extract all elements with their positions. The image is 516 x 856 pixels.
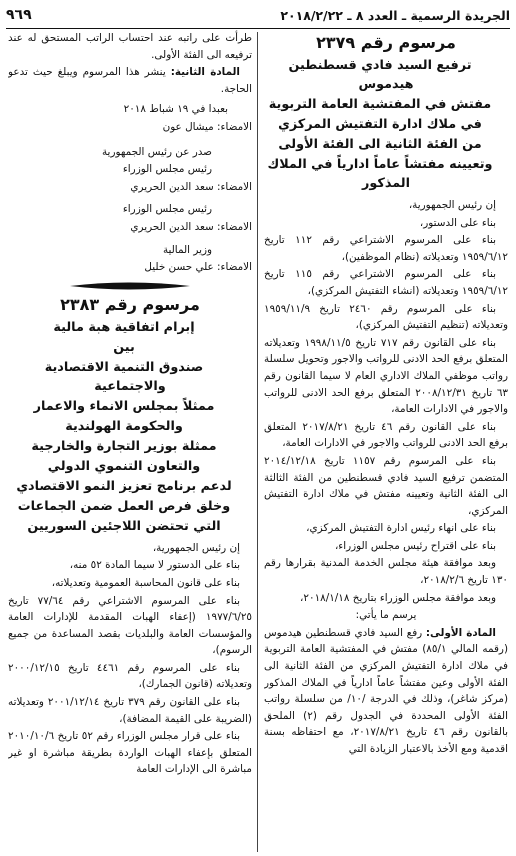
page-header	[6, 2, 510, 29]
article-one	[264, 625, 508, 758]
finance-minister-title: وزير المالية	[162, 243, 212, 256]
preamble-paragraph: بناء على المرسوم رقم ٢٤٦٠ تاريخ ١٩٥٩/١١/٩ وتعديلاته (تنظيم التفتيش المركزي)،	[264, 302, 508, 332]
decree-title-line: والتعاون التنموي الدولي	[47, 458, 201, 474]
decree-title-line: والحكومة الهولندية	[65, 418, 183, 434]
decree-title-line: ممثلاً بمجلس الانماء والاعمار	[33, 398, 215, 414]
decree-number-2383: مرسوم رقم ٢٣٨٣	[60, 294, 200, 314]
preamble-paragraph: بناء على القانون رقم ٤٦ تاريخ ٢٠١٧/٨/٢١ المتعلق برفع الحد الادنى للرواتب والاجور في الادارات العامة،	[264, 420, 508, 450]
preamble-paragraph: بناء على اقتراح رئيس مجلس الوزراء،	[334, 539, 496, 552]
preamble-paragraph: بناء على المرسوم الاشتراعي رقم ٧٧/٦٤ تاريخ ١٩٧٧/٦/٢٥ (إعفاء الهبات المقدمة للإدارات العامة والمؤسسات العامة والبلديات بقصد المساعدة من جميع الرسوم)،	[8, 594, 252, 657]
right-column	[264, 30, 508, 854]
preamble-paragraph: بناء على المرسوم رقم ١١٥٧ تاريخ ٢٠١٤/١٢/١٨ المتضمن ترفيع السيد فادي قسطنطين من الفئة الثالثة الى الفئة الثانية وتعيينه مفتش في ملاك ادارة التفتيش المركزي،	[264, 454, 508, 517]
signature-president: الامضاء: ميشال عون	[162, 120, 252, 133]
preamble-paragraph: بناء على المرسوم رقم ٤٤٦١ تاريخ ٢٠٠٠/١٢/١٥ وتعديلاته (قانون الجمارك)،	[8, 661, 252, 691]
gazette-title: الجريدة الرسمية ـ العدد ٨ ـ ٢٠١٨/٢/٢٢	[280, 7, 510, 23]
decree-title-line: بين	[113, 339, 135, 355]
page-number: ٩٦٩	[6, 7, 32, 23]
preamble-paragraph: وبعد موافقة مجلس الوزراء بتاريخ ٢٠١٨/١/١٨،	[300, 591, 496, 604]
decree-title-line: وتعيينه مفتشاً عاماً ادارياً في الملاك المذكور	[267, 157, 493, 191]
article-one-text: رفع السيد فادي قسطنطين هيدموس (رقمه المالي ٨٥/١) مفتش في المفتشية العامة التربوية في ملاك ادارة التفتيش المركزي من الفئة الثانية الى الفئة الأولى وعين مفتشاً عاماً ادارياً في الملاك المذكور (مركز شاغر)، وذلك في الدرجة /١٠/ من سلسلة رواتب الفئة الأولى المحددة في الجدول رقم (٢) الملحق بالقانون رقم ٤٦ تاريخ ٢٠١٧/٨/٢١، مع احتفاظه بسنة اقدمية ومع الأخذ بالاعتبار الزيادة التي	[264, 626, 508, 755]
separator-ornament-shape	[70, 282, 190, 290]
signature-finance: الامضاء: علي حسن خليل	[144, 261, 252, 274]
pm-title-2: رئيس مجلس الوزراء	[122, 203, 212, 216]
preamble-paragraph: بناء على القانون رقم ٣٧٩ تاريخ ٢٠٠١/١٢/١٤ وتعديلاته (الضريبة على القيمة المضافة)،	[8, 696, 252, 725]
preamble-paragraph: بناء على الدستور لا سيما المادة ٥٢ منه،	[69, 559, 240, 572]
preamble-paragraph: بناء على الدستور،	[419, 216, 496, 229]
separator-ornament	[70, 282, 190, 290]
decree-title-line: لدعم برنامج تعزيز النمو الاقتصادي	[16, 478, 232, 494]
decree-title-line: ممثلة بوزير التجارة والخارجية	[31, 438, 217, 454]
preamble-paragraph: بناء على قانون المحاسبة العمومية وتعديلاته،	[51, 576, 240, 589]
article-two	[8, 64, 252, 97]
issued-by: صدر عن رئيس الجمهورية	[101, 145, 212, 158]
preamble-paragraph: بناء على القانون رقم ٧١٧ تاريخ ١٩٩٨/١١/٥ وتعديلاته المتعلق برفع الحد الادنى للرواتب والاجور وتحويل سلسلة رواتب موظفي الملاك الاداري العام لا سيما القانون رقم ٦٣ تاريخ ٢٠٠٨/١٢/٣١ المتعلق برفع الحد الادنى للرواتب والاجور في الادارات العامة،	[264, 336, 508, 416]
decree-title-line: إبرام اتفاقية هبة مالية	[53, 319, 195, 335]
preamble-paragraph: بناء على المرسوم الاشتراعي رقم ١١٢ تاريخ ١٩٥٩/٦/١٢ وتعديلاته (نظام الموظفين)،	[264, 234, 508, 263]
preamble-paragraph: وبعد موافقة هيئة مجلس الخدمة المدنية بقرارها رقم ١٣٠ تاريخ ٢٠١٨/٢/٦،	[264, 557, 508, 587]
decree-formula: يرسم ما يأتي:	[355, 609, 417, 622]
pm-title: رئيس مجلس الوزراء	[122, 163, 212, 176]
decree-title-line: التي تحتضن اللاجئين السوريين	[27, 518, 221, 534]
signature-pm: الامضاء: سعد الدين الحريري	[130, 180, 252, 193]
signature-pm-2: الامضاء: سعد الدين الحريري	[130, 220, 252, 233]
decree-title-line: صندوق التنمية الاقتصادية والاجتماعية	[44, 359, 204, 394]
article-one-label: المادة الأولى:	[425, 626, 496, 639]
decree-title-line: ترفيع السيد فادي قسطنطين هيدموس	[288, 58, 472, 92]
date-line: بعبدا في ١٩ شباط ٢٠١٨	[123, 103, 228, 116]
article-two-text: ينشر هذا المرسوم ويبلغ حيث تدعو الحاجة.	[8, 66, 252, 95]
decree-title-line: مفتش في المفتشية العامة التربوية	[268, 97, 492, 112]
article-two-label: المادة الثانية:	[170, 66, 240, 79]
column-divider	[257, 32, 258, 852]
preamble-paragraph: بناء على قرار مجلس الوزراء رقم ٥٢ تاريخ ٢٠١٠/١٠/٦ المتعلق بإعفاء الهبات الواردة بطريقة مباشرة او غير مباشرة الى الإدارات العامة	[8, 730, 252, 776]
preamble-paragraph: إن رئيس الجمهورية،	[152, 541, 240, 554]
article-one-continuation: طرأت على راتبه عند احتساب الراتب المستحق له عند ترفيعه الى الفئة الأولى.	[8, 32, 252, 61]
preamble-paragraph: بناء على المرسوم الاشتراعي رقم ١١٥ تاريخ ١٩٥٩/٦/١٢ وتعديلاته (انشاء التفتيش المركزي)،	[264, 268, 508, 297]
preamble-paragraph: إن رئيس الجمهورية،	[408, 199, 496, 211]
decree-title-line: من الفئة الثانية الى الفئة الأولى	[278, 137, 482, 152]
left-column	[8, 30, 252, 854]
decree-number-2379: مرسوم رقم ٢٣٧٩	[316, 33, 456, 52]
decree-title-line: وخلق فرص العمل ضمن الجماعات	[17, 498, 231, 514]
preamble-paragraph: بناء على انهاء رئيس ادارة التفتيش المركزي،	[306, 522, 496, 535]
decree-title-line: في ملاك ادارة التفتيش المركزي	[278, 117, 482, 132]
